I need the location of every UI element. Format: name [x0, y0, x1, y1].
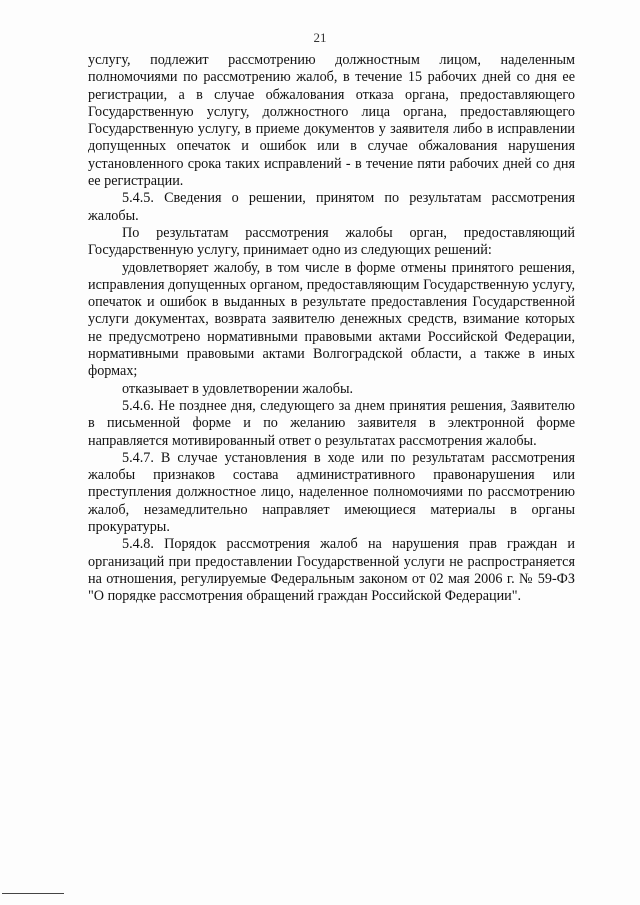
- paragraph-5-4-5: 5.4.5. Сведения о решении, принятом по результатам рассмотрения жалобы.: [88, 190, 575, 224]
- paragraph-5-4-6: 5.4.6. Не позднее дня, следующего за днем принятия решения, Заявителю в письменной форме и по желанию заявителя в электронной форме направляется мотивированный ответ о результатах рассмотрения жалобы.: [88, 397, 575, 449]
- page-number: 21: [313, 30, 327, 45]
- paragraph-decision-refuse: отказывает в удовлетворении жалобы.: [122, 380, 354, 397]
- paragraph-5-4-7: 5.4.7. В случае установления в ходе или по результатам рассмотрения жалобы признаков состава административного правонарушения или преступления должностное лицо, наделенное полномочиями по рассмотрению жалоб, незамедлительно направляет имеющиеся материалы в органы прокуратуры.: [88, 449, 575, 536]
- paragraph-decisions-intro: По результатам рассмотрения жалобы орган, предоставляющий Государственную услугу, принимает одно из следующих решений:: [88, 224, 575, 259]
- paragraph-5-4-8: 5.4.8. Порядок рассмотрения жалоб на нарушения прав граждан и организаций при предоставлении Государственной услуги не распространяется на отношения, регулируемые Федеральным законом от 02 мая 2006 г. № 59-ФЗ "О порядке рассмотрения обращений граждан Российской Федерации".: [88, 536, 575, 605]
- paragraph-decision-satisfy: удовлетворяет жалобу, в том числе в форме отмены принятого решения, исправления допущенных органом, предоставляющим Государственную услугу, опечаток и ошибок в выданных в результате предоставления Государственной услуги документах, возврата заявителю денежных средств, взимание которых не предусмотрено нормативными правовыми актами Российской Федерации, нормативными правовыми актами Волгоградской области, а также в иных формах;: [88, 259, 575, 380]
- document-body: [88, 52, 575, 606]
- paragraph-continuation: услугу, подлежит рассмотрению должностным лицом, наделенным полномочиями по рассмотрению жалоб, в течение 15 рабочих дней со дня ее регистрации, а в случае обжалования отказа органа, предоставляющего Государственную услугу, должностного лица органа, предоставляющего Государственную услугу, в приеме документов у заявителя либо в исправлении допущенных опечаток и ошибок или в случае обжалования нарушения установленного срока таких исправлений - в течение пяти рабочих дней со дня ее регистрации.: [88, 52, 575, 190]
- footer-rule: [2, 893, 64, 894]
